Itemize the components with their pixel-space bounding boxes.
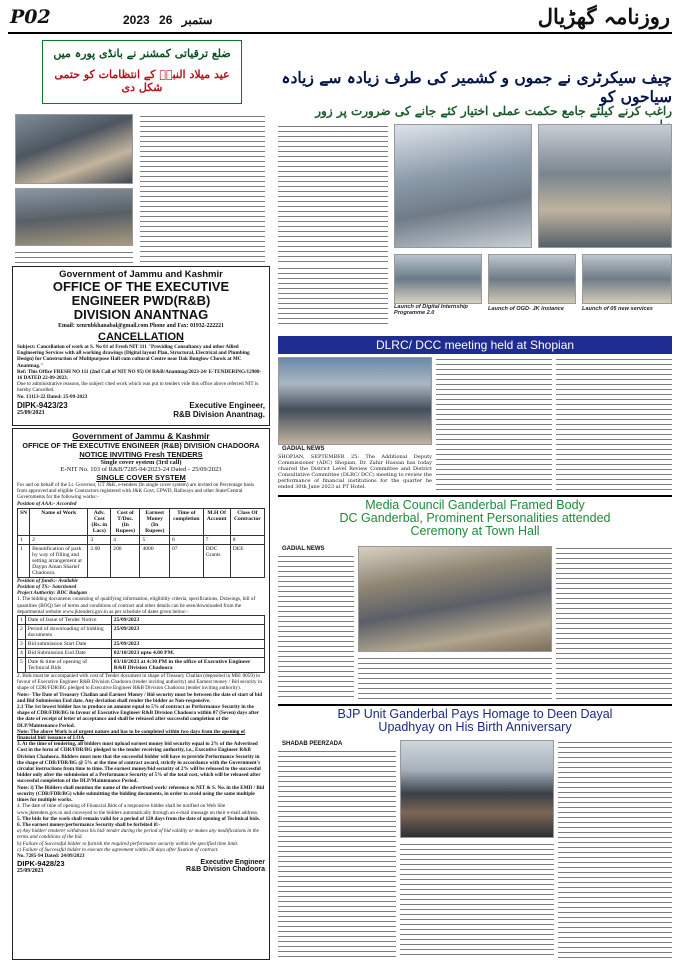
ad2-date-cell: 3 xyxy=(18,640,26,649)
left-story-headline xyxy=(42,40,242,104)
ad2-table-header: Time of completion xyxy=(169,508,203,535)
bjp-text-col2 xyxy=(400,842,554,959)
ad1-dipk: DIPK-9423/23 xyxy=(17,400,68,410)
ad1-title: CANCELLATION xyxy=(98,331,184,343)
ad2-para11: c) Failure of Successful bidder to execute the agreement within 28 days after fixation of contract. xyxy=(17,846,219,853)
ad2-date-cell: 4 xyxy=(18,649,26,658)
ad2-table-header: Cost of T/Doc. (In Rupees) xyxy=(111,508,140,535)
ad2-table-header: Earnest Money (In Rupees) xyxy=(140,508,170,535)
ad2-para9: a) Any bidder/ tenderer withdraws his bid/ tender during the period of bid validity or makes any modifications in the terms and conditions of the bid. xyxy=(17,828,259,841)
ad1-contact: Email: xenrnbkhanabal@gmail.com Phone and Fax: 01932-222221 xyxy=(58,323,224,329)
ad1-body: Due to administrative reasons, the subject cited work which was put to tenders vide this office above referred NIT is hereby Cancelled. xyxy=(17,381,259,394)
ad2-date-cell: Bid submission Start Date xyxy=(25,640,111,649)
ad-chadoora xyxy=(12,428,270,960)
left-story-urdu-text xyxy=(140,114,265,270)
ad2-para4: 3. At the time of tendering, all bidders must upload earnest money bid security equal to 2% of the Advertised Cost in the form of CDR/FDR/BG pledged to the tender receiving authority, i.e., Executive Engineer R&B Division Chadoora. Bidders must note that the successful bidder will have to provide Performance Security in the shape of CDR/FDR/BG @ 5% at the time of contract award, strictly in accordance with the Government's circular instructions from time to time. The earnest money/bid security of 2% will be released to the successful bidder only after the submission of a Performance Security of 5% of the total cost, which will be released after successful completion of the DLP/Maintenance Period. xyxy=(17,741,261,785)
media-text-col2 xyxy=(358,656,552,700)
launch-caption-3: Launch of 05 new services xyxy=(582,306,653,312)
ad1-office-1: OFFICE OF THE EXECUTIVE xyxy=(52,279,230,294)
ad2-para6: 4. The date of time of opening of Financial Bids of a responsive bidder shall be notified on Web Site www.jktenders.gov.in and conveyed to the bidders automatically through an e-mail message on their e-mail address. xyxy=(17,803,259,816)
ad2-date-row xyxy=(18,649,265,658)
ad2-notice: NOTICE INVITING Fresh TENDERS xyxy=(79,450,203,459)
ad2-intro: For and on behalf of the Lt. Governor, UT J&K, e-tenders (In single cover system) are invited on Percentage basis from approved and eligible Contractors registered with J&K Govt, CPWD, Railways and other State/Central Governments for the following works:- xyxy=(17,482,255,501)
dlrc-banner: DLRC/ DCC meeting held at Shopian xyxy=(278,336,672,354)
ad2-cover: Single cover system (3rd call) xyxy=(100,459,182,466)
ad1-subject: Subject: Cancellation of work at S. No 01 of Fresh NIT 111 "Providing Consultancy and other Allied Engineering Services with all working drawings (Digital layout Plan, Structural, Electrical and Plumbing Design) for Construction of Multipurpose Hall cum cultural Centre near Dak Bunglow Chowk at MC Anantnag." xyxy=(17,344,250,369)
ad1-office-2: ENGINEER PWD(R&B) xyxy=(71,293,211,308)
ad2-date-cell: Period of downloading of bidding documents xyxy=(25,625,111,640)
rule-3 xyxy=(278,704,672,706)
ad2-date-cell: Date & time of opening of Technical Bids xyxy=(25,658,111,673)
ad2-funds: Position of funds:- Available xyxy=(17,577,78,584)
ad2-date-cell: Bid Submission End Date xyxy=(25,649,111,658)
page-header xyxy=(8,4,672,34)
ad2-date-row xyxy=(18,616,265,625)
cs-speaker-photo xyxy=(538,124,672,248)
bjp-text-col1 xyxy=(278,749,396,959)
launch-caption-2: Launch of OGD- JK instance xyxy=(488,306,564,312)
left-headline-2: عید میلاد النبیؐ کے انتظامات کو حتمی شکل دی xyxy=(54,68,230,94)
ad2-table-cell: 2.00 xyxy=(88,544,111,577)
dlrc-photo xyxy=(278,357,432,445)
ad2-table-cell: 8 xyxy=(230,535,264,544)
ad2-date-cell: 02/10/2023 upto 4.00 PM. xyxy=(111,649,264,658)
ad2-table-header: Class Of Contractor xyxy=(230,508,264,535)
ad1-gov: Government of Jammu and Kashmir xyxy=(59,269,223,280)
media-title-1: Media Council Ganderbal Framed Body xyxy=(365,498,585,512)
ad2-table-header: M.H Of Account xyxy=(203,508,230,535)
ad1-sign-2: R&B Division Anantnag. xyxy=(173,409,265,419)
ad2-table-header: Name of Work xyxy=(30,508,88,535)
ad2-table-cell: 1 xyxy=(18,544,30,577)
ad2-dipk: DIPK-9428/23 xyxy=(17,859,65,869)
page-number: P02 xyxy=(10,6,51,28)
ad2-para1: 1. The bidding documents consisting of qualifying information, eligibility criteria, specifications, Drawings, bill of quantities (BOQ) Set of terms and conditions of contract and other details can be seen/downloaded from the departmental website www.jktenders.gov.in as per schedule of dates given below:- xyxy=(17,596,256,615)
launch-photo-2 xyxy=(488,254,576,304)
ad2-table-cell: DDC Grants xyxy=(203,544,230,577)
ad2-date-row xyxy=(18,625,265,640)
ad2-sign-1: Executive Engineer xyxy=(200,859,265,867)
date-year: 2023 xyxy=(123,13,150,27)
media-byline: GADIAL NEWS xyxy=(282,546,325,552)
ad2-table-cell: 07 xyxy=(169,544,203,577)
ad2-table-cell: 200 xyxy=(111,544,140,577)
masthead: روزنامہ گھڑیال xyxy=(537,4,670,29)
ad2-office: OFFICE OF THE EXECUTIVE ENGINEER (R&B) DIVISION CHADOORA xyxy=(22,441,260,450)
right-headline-1: چیف سیکرٹری نے جموں و کشمیر کی طرف زیادہ سے زیادہ سیاحوں کو xyxy=(281,68,672,106)
ad-pwd-anantnag xyxy=(12,266,270,426)
ad2-table-header: Adv. Cost (Rs. in Lacs) xyxy=(88,508,111,535)
ad2-date-cell: 5 xyxy=(18,658,26,673)
media-text-col3 xyxy=(556,546,672,700)
ad1-office-3: DIVISION ANANTNAG xyxy=(73,307,209,322)
ad1-sign-1: Executive Engineer, xyxy=(189,400,265,410)
ad2-ts: Position of TS:- Sanctioned xyxy=(17,584,77,591)
ad2-sign-2: R&B Division Chadoora xyxy=(186,866,265,874)
ad2-system: SINGLE COVER SYSTEM xyxy=(96,473,186,482)
ad2-para8: 6. The earnest money/performance Security shall be forfeited if:- xyxy=(17,821,161,828)
bjp-title-1: BJP Unit Ganderbal Pays Homage to Deen Dayal xyxy=(337,707,613,721)
ad2-table-cell: DEE xyxy=(230,544,264,577)
date-day: 26 xyxy=(159,13,173,27)
media-title-2: DC Ganderbal, Prominent Personalities attended xyxy=(339,511,611,526)
right-story-text-col1b xyxy=(278,266,388,326)
ad1-dipk-date: 25/09/2023 xyxy=(17,409,45,416)
ad1-ref: Ref: This Office FRESH NO 111 (2nd Call of NIT NO 95) Of R&B/Anantnag/2023-24/ E-TENDERING/12908-16 DATED 22-09-2023. xyxy=(17,368,262,382)
bjp-title-2: Upadhyay on His Birth Anniversary xyxy=(378,720,572,735)
media-text-col1 xyxy=(278,554,354,700)
ad2-no: No. 7285-94 Dated: 24/09/2023 xyxy=(17,852,85,859)
dlrc-text-col3 xyxy=(556,357,672,491)
ad2-para2: 2. Bids must be accompanied with cost of Tender document in shape of Treasury Challan (deposited in MH: 0059) in favour of Executive Engineer R&B Division Chadoora (tender inviting authority) and Earnest money / Bid security in shape of CDR/FDR/BG pledged to Executive Engineer R&B Division Chadoora (tender inviting authority). xyxy=(17,673,262,692)
bjp-text-col3 xyxy=(558,740,672,959)
ad2-note2: Note: The above Work is of urgent nature and has to be completed within two days from the opening of financial bid/ issuance of LOA xyxy=(17,728,246,742)
media-headline xyxy=(278,499,672,538)
ad2-date-cell: 1 xyxy=(18,616,26,625)
date-month-urdu: ستمبر xyxy=(181,13,213,27)
ad2-para7: 5. The bids for the work shall remain valid for a period of 120 days from the date of opening of Technical bids. xyxy=(17,815,261,822)
ad2-note1: Note:- The Date of Treasury Challan and Earnest Money / Bid security must be between the date of start of bid and Bid Submission End date. Any deviation shall render the bidder as Non-responsive. xyxy=(17,691,263,704)
ad2-date-cell: 25/09/2023 xyxy=(111,640,264,649)
ad2-para10: b) Failure of Successful bidder to furnish the required performance security within the specified time limit. xyxy=(17,840,239,847)
ad2-table-cell: 6 xyxy=(169,535,203,544)
dlrc-byline: GADIAL NEWS xyxy=(282,446,325,452)
ad2-date-row xyxy=(18,658,265,673)
ad2-table-cell: 2 xyxy=(30,535,88,544)
bandipora-photo-1 xyxy=(15,114,133,184)
ad2-auth: Project Authority: BDC Budgam xyxy=(17,590,87,597)
bjp-photo xyxy=(400,740,554,838)
ad2-date-cell: 03/10/2023 at 4:30 PM in the office of Executive Engineer R&B Division Chadoora xyxy=(111,658,264,673)
ad2-table-cell: 7 xyxy=(203,535,230,544)
ad2-dates-table xyxy=(17,615,265,673)
bandipora-photo-2 xyxy=(15,188,133,246)
rule-2 xyxy=(278,495,672,497)
left-headline-1: ضلع ترقیاتی کمشنر نے بانڈی پورہ میں xyxy=(53,47,231,60)
ad2-gov: Government of Jammu & Kashmir xyxy=(72,431,210,441)
ad2-table-row xyxy=(18,544,265,577)
ad2-date-cell: 2 xyxy=(18,625,26,640)
ad2-para5: Note: i) The Bidders shall mention the name of the advertised work/ reference to NIT & S. No. in the EMD / Bid security (CDR/FDR/BG) while submitting the bidding documents, in order to avoid using the same multiple times for multiple works. xyxy=(17,784,265,804)
ad2-position: Position of AAA:- Accorded xyxy=(17,500,77,507)
media-title-3: Ceremony at Town Hall xyxy=(410,524,540,539)
ad2-date-cell: 25/09/2023 xyxy=(111,625,264,640)
dlrc-lead: SHOPIAN, SEPTEMBER 25: The Additional Deputy Commissioner (ADC) Shopian, Dr. Zahir Hassan has today chaired the District Level Review Committee and District Consultative Committee (DLRC/ DCC) meeting to review the performance of financial institutions for the quarter he ended 30th June 2023 at PT Hotel. xyxy=(278,454,432,490)
ad2-table-cell: 4000 xyxy=(140,544,170,577)
ad2-table-cell: 3 xyxy=(88,535,111,544)
ad2-date-cell: 25/09/2023 xyxy=(111,616,264,625)
ad2-table-cell: 1 xyxy=(18,535,30,544)
launch-photo-1 xyxy=(394,254,482,304)
ad2-enit: E-NIT No. 103 of R&B/7285-94/2023-24 Dated - 25/09/2023 xyxy=(60,466,222,473)
ad2-table-header: SN xyxy=(18,508,30,535)
ad2-table-cell: 4 xyxy=(111,535,140,544)
launch-photo-3 xyxy=(582,254,672,304)
right-headline-2: راغب کرنے کیلئے جامع حکمت عملی اختیار کئے جانے کی ضرورت پر زور xyxy=(315,104,672,118)
media-group-photo xyxy=(358,546,552,652)
ad2-dipk-date: 25/09/2023 xyxy=(17,868,44,875)
ad2-table-cell: 5 xyxy=(140,535,170,544)
ad2-para3: 2.1 The 1st lowest bidder has to produce an amount equal to 5% of contract as Performance Security in the shape of CDR/FDR/BG in favour of Executive Engineer R&B Division Chadoora within 07 (Seven) days after the date of receipt of letter of acceptance and shall be released after successful completion of the DLP/Maintenance Period. xyxy=(17,704,259,729)
ad1-no: No. 13113-22 Dated: 25-09-2023 xyxy=(17,393,88,400)
launch-caption-1: Launch of Digital Internship Programme 2.0 xyxy=(394,304,468,316)
dlrc-text-col2 xyxy=(436,357,552,491)
cs-meeting-photo xyxy=(394,124,532,248)
bjp-headline xyxy=(278,708,672,734)
ad2-table-row xyxy=(18,535,265,544)
ad2-date-row xyxy=(18,640,265,649)
issue-date xyxy=(123,13,213,27)
bjp-byline: SHADAB PEERZADA xyxy=(282,741,343,747)
ad2-date-cell: Date of Issue of Tender Notice xyxy=(25,616,111,625)
ad2-table-cell: Beautification of park by way of filling and setting arrangement at Daypn Aman Sharief Chadoora. xyxy=(30,544,88,577)
ad2-work-table xyxy=(17,508,265,578)
